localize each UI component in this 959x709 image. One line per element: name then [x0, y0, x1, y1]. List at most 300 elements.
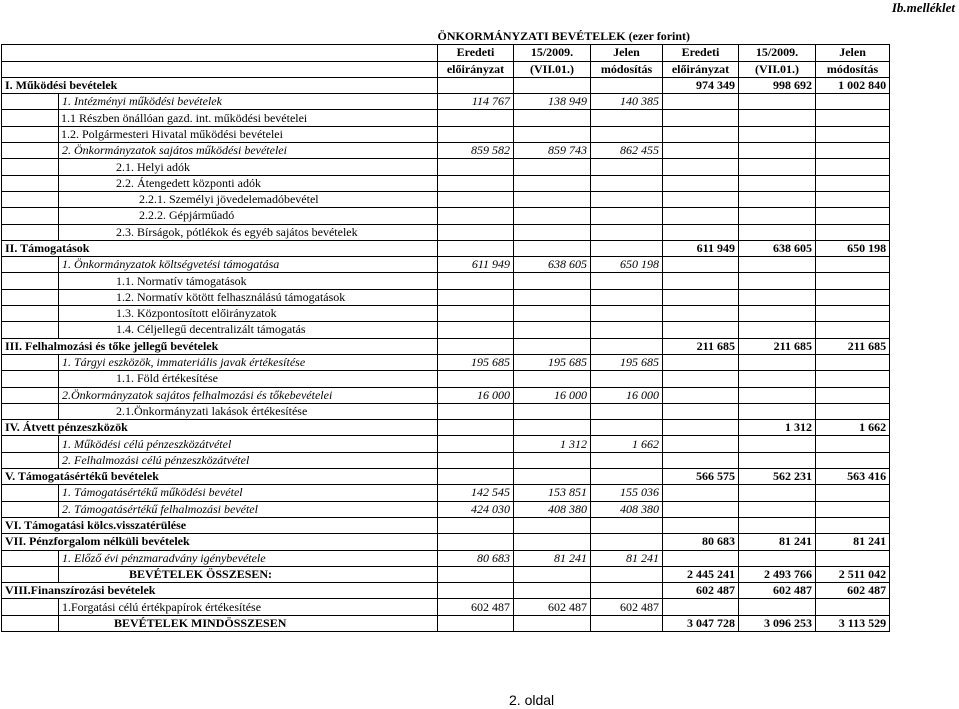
- value-cell: [591, 191, 663, 207]
- row-label: 1.1 Részben önállóan gazd. int. működési bevételei: [59, 110, 438, 126]
- value-cell: [514, 583, 591, 599]
- indent-cell: [2, 615, 59, 631]
- table-row: [2, 566, 890, 582]
- indent-cell: [2, 175, 59, 191]
- value-cell: [514, 240, 591, 256]
- table-row: [2, 371, 890, 387]
- value-cell: 195 685: [514, 354, 591, 370]
- indent-cell: [2, 257, 59, 273]
- indent-cell: [2, 159, 59, 175]
- value-cell: [663, 403, 739, 419]
- table-row: [2, 143, 890, 159]
- value-cell: 602 487: [514, 599, 591, 615]
- header-col-6: Jelen: [816, 45, 890, 61]
- header-row-2: [2, 61, 890, 77]
- indent-cell: [2, 289, 59, 305]
- value-cell: [591, 77, 663, 93]
- value-cell: [591, 240, 663, 256]
- value-cell: [591, 175, 663, 191]
- row-label: IV. Átvett pénzeszközök: [2, 420, 438, 436]
- value-cell: [663, 436, 739, 452]
- table-row: [2, 175, 890, 191]
- value-cell: [663, 175, 739, 191]
- value-cell: [663, 485, 739, 501]
- indent-cell: [2, 273, 59, 289]
- indent-cell: [2, 94, 59, 110]
- table-row: [2, 387, 890, 403]
- table-row: [2, 110, 890, 126]
- value-cell: [663, 224, 739, 240]
- value-cell: [816, 159, 890, 175]
- value-cell: [591, 159, 663, 175]
- header-col-5-line2: (VII.01.): [739, 61, 816, 77]
- table-row: [2, 240, 890, 256]
- value-cell: [816, 354, 890, 370]
- value-cell: [591, 420, 663, 436]
- value-cell: [514, 191, 591, 207]
- value-cell: 81 241: [514, 550, 591, 566]
- row-label: 1. Tárgyi eszközök, immateriális javak értékesítése: [59, 354, 438, 370]
- header-col-3-line2: módosítás: [591, 61, 663, 77]
- value-cell: [438, 273, 514, 289]
- value-cell: [514, 615, 591, 631]
- row-label: I. Működési bevételek: [2, 77, 438, 93]
- value-cell: 611 949: [438, 257, 514, 273]
- value-cell: [739, 501, 816, 517]
- value-cell: [663, 126, 739, 142]
- table-row: [2, 191, 890, 207]
- table-row: [2, 615, 890, 631]
- value-cell: [438, 110, 514, 126]
- value-cell: 650 198: [591, 257, 663, 273]
- header-col-1: Eredeti: [438, 45, 514, 61]
- indent-cell: [2, 354, 59, 370]
- value-cell: 211 685: [816, 338, 890, 354]
- value-cell: [739, 322, 816, 338]
- indent-cell: [2, 126, 59, 142]
- header-col-1-line2: előirányzat: [438, 61, 514, 77]
- table-row: [2, 469, 890, 485]
- row-label: 2. Önkormányzatok sajátos működési bevételei: [59, 143, 438, 159]
- value-cell: [438, 191, 514, 207]
- row-label: III. Felhalmozási és tőke jellegű bevételek: [2, 338, 438, 354]
- value-cell: [438, 240, 514, 256]
- table-row: [2, 403, 890, 419]
- value-cell: [438, 371, 514, 387]
- indent-cell: [2, 322, 59, 338]
- row-label: BEVÉTELEK MINDÖSSZESEN: [59, 615, 438, 631]
- value-cell: [816, 436, 890, 452]
- row-label: 2.2.1. Személyi jövedelemadóbevétel: [59, 191, 438, 207]
- value-cell: 638 605: [514, 257, 591, 273]
- value-cell: [591, 338, 663, 354]
- value-cell: [739, 289, 816, 305]
- value-cell: 195 685: [438, 354, 514, 370]
- value-cell: [663, 322, 739, 338]
- row-label: 1.4. Céljellegű decentralizált támogatás: [59, 322, 438, 338]
- value-cell: 195 685: [591, 354, 663, 370]
- value-cell: [591, 208, 663, 224]
- value-cell: [514, 452, 591, 468]
- value-cell: [663, 517, 739, 533]
- value-cell: [739, 403, 816, 419]
- value-cell: 155 036: [591, 485, 663, 501]
- value-cell: 81 241: [816, 534, 890, 550]
- value-cell: [663, 452, 739, 468]
- value-cell: [591, 371, 663, 387]
- value-cell: [739, 191, 816, 207]
- value-cell: [739, 143, 816, 159]
- value-cell: [438, 77, 514, 93]
- value-cell: [739, 485, 816, 501]
- revenue-table: [1, 29, 890, 632]
- value-cell: [739, 257, 816, 273]
- value-cell: [514, 517, 591, 533]
- value-cell: 611 949: [663, 240, 739, 256]
- value-cell: 80 683: [663, 534, 739, 550]
- value-cell: 602 487: [816, 583, 890, 599]
- row-label: V. Támogatásértékű bevételek: [2, 469, 438, 485]
- value-cell: 138 949: [514, 94, 591, 110]
- value-cell: 80 683: [438, 550, 514, 566]
- value-cell: [739, 550, 816, 566]
- value-cell: [591, 126, 663, 142]
- value-cell: 998 692: [739, 77, 816, 93]
- value-cell: [514, 403, 591, 419]
- value-cell: [514, 371, 591, 387]
- value-cell: [816, 485, 890, 501]
- value-cell: [816, 517, 890, 533]
- value-cell: [591, 517, 663, 533]
- value-cell: [514, 273, 591, 289]
- table-row: [2, 534, 890, 550]
- value-cell: [816, 599, 890, 615]
- table-row: [2, 289, 890, 305]
- value-cell: [816, 224, 890, 240]
- value-cell: [816, 306, 890, 322]
- indent-cell: [2, 452, 59, 468]
- value-cell: [663, 387, 739, 403]
- row-label: VI. Támogatási kölcs.visszatérülése: [2, 517, 438, 533]
- row-label: 2.2.2. Gépjárműadó: [59, 208, 438, 224]
- value-cell: 3 047 728: [663, 615, 739, 631]
- indent-cell: [2, 436, 59, 452]
- indent-cell: [2, 208, 59, 224]
- table-row: [2, 420, 890, 436]
- row-label: 2. Felhalmozási célú pénzeszközátvétel: [59, 452, 438, 468]
- value-cell: [438, 615, 514, 631]
- table-row: [2, 354, 890, 370]
- value-cell: [514, 208, 591, 224]
- row-label: 2.1. Helyi adók: [59, 159, 438, 175]
- value-cell: [816, 289, 890, 305]
- value-cell: [438, 175, 514, 191]
- table-row: [2, 322, 890, 338]
- value-cell: [591, 322, 663, 338]
- value-cell: [438, 534, 514, 550]
- value-cell: [591, 110, 663, 126]
- value-cell: 974 349: [663, 77, 739, 93]
- value-cell: [816, 273, 890, 289]
- value-cell: [438, 583, 514, 599]
- value-cell: [663, 599, 739, 615]
- value-cell: 1 312: [514, 436, 591, 452]
- indent-cell: [2, 550, 59, 566]
- value-cell: [739, 306, 816, 322]
- value-cell: [591, 306, 663, 322]
- value-cell: [816, 257, 890, 273]
- indent-cell: [2, 599, 59, 615]
- value-cell: [816, 191, 890, 207]
- header-col-4: Eredeti: [663, 45, 739, 61]
- value-cell: [739, 517, 816, 533]
- table-row: [2, 485, 890, 501]
- value-cell: 3 113 529: [816, 615, 890, 631]
- table-row: [2, 338, 890, 354]
- value-cell: [514, 77, 591, 93]
- header-col-2: 15/2009.: [514, 45, 591, 61]
- table-row: [2, 501, 890, 517]
- indent-cell: [2, 306, 59, 322]
- value-cell: 153 851: [514, 485, 591, 501]
- table-row: [2, 159, 890, 175]
- table-row: [2, 257, 890, 273]
- value-cell: [438, 420, 514, 436]
- value-cell: [591, 534, 663, 550]
- value-cell: [514, 469, 591, 485]
- value-cell: [663, 191, 739, 207]
- value-cell: [438, 566, 514, 582]
- value-cell: 211 685: [739, 338, 816, 354]
- indent-cell: [2, 371, 59, 387]
- value-cell: [514, 420, 591, 436]
- value-cell: 114 767: [438, 94, 514, 110]
- value-cell: [591, 452, 663, 468]
- table-row: [2, 436, 890, 452]
- value-cell: [663, 550, 739, 566]
- value-cell: [591, 224, 663, 240]
- value-cell: 16 000: [514, 387, 591, 403]
- row-label: 1. Előző évi pénzmaradvány igénybevétele: [59, 550, 438, 566]
- indent-cell: [2, 566, 59, 582]
- value-cell: [816, 452, 890, 468]
- table-row: [2, 94, 890, 110]
- value-cell: [739, 94, 816, 110]
- value-cell: [663, 257, 739, 273]
- value-cell: [663, 289, 739, 305]
- value-cell: [739, 126, 816, 142]
- value-cell: [591, 583, 663, 599]
- header-col-3: Jelen: [591, 45, 663, 61]
- value-cell: 1 662: [816, 420, 890, 436]
- value-cell: [438, 322, 514, 338]
- value-cell: [438, 403, 514, 419]
- value-cell: 2 511 042: [816, 566, 890, 582]
- row-label: BEVÉTELEK ÖSSZESEN:: [59, 566, 438, 582]
- value-cell: 81 241: [591, 550, 663, 566]
- value-cell: [438, 469, 514, 485]
- value-cell: 862 455: [591, 143, 663, 159]
- table-row: [2, 208, 890, 224]
- value-cell: 211 685: [663, 338, 739, 354]
- value-cell: [438, 338, 514, 354]
- value-cell: 638 605: [739, 240, 816, 256]
- indent-cell: [2, 143, 59, 159]
- value-cell: [739, 354, 816, 370]
- header-col-5: 15/2009.: [739, 45, 816, 61]
- table-row: [2, 599, 890, 615]
- value-cell: [438, 289, 514, 305]
- value-cell: [663, 159, 739, 175]
- row-label: VIII.Finanszírozási bevételek: [2, 583, 438, 599]
- value-cell: [438, 517, 514, 533]
- value-cell: [663, 273, 739, 289]
- value-cell: [438, 126, 514, 142]
- title-row: [2, 29, 890, 45]
- indent-cell: [2, 501, 59, 517]
- table-row: [2, 126, 890, 142]
- value-cell: 602 487: [438, 599, 514, 615]
- table-row: [2, 583, 890, 599]
- value-cell: [816, 126, 890, 142]
- annex-label: Ib.melléklet: [891, 0, 955, 15]
- value-cell: [739, 159, 816, 175]
- value-cell: [514, 110, 591, 126]
- row-label: 1. Működési célú pénzeszközátvétel: [59, 436, 438, 452]
- value-cell: 408 380: [514, 501, 591, 517]
- value-cell: 1 312: [739, 420, 816, 436]
- value-cell: [438, 452, 514, 468]
- value-cell: 602 487: [739, 583, 816, 599]
- value-cell: [816, 501, 890, 517]
- value-cell: [739, 175, 816, 191]
- value-cell: [739, 599, 816, 615]
- header-col-2-line2: (VII.01.): [514, 61, 591, 77]
- value-cell: [514, 338, 591, 354]
- value-cell: 424 030: [438, 501, 514, 517]
- row-label: 1.1. Föld értékesítése: [59, 371, 438, 387]
- header-row: [2, 45, 890, 61]
- value-cell: [663, 110, 739, 126]
- value-cell: [739, 224, 816, 240]
- row-label: 1.2. Normatív kötött felhasználású támogatások: [59, 289, 438, 305]
- value-cell: 16 000: [438, 387, 514, 403]
- value-cell: 142 545: [438, 485, 514, 501]
- value-cell: [438, 159, 514, 175]
- value-cell: 602 487: [591, 599, 663, 615]
- value-cell: [514, 289, 591, 305]
- value-cell: [816, 550, 890, 566]
- table-row: [2, 452, 890, 468]
- value-cell: [438, 224, 514, 240]
- row-label: 1.Forgatási célú értékpapírok értékesítése: [59, 599, 438, 615]
- value-cell: [514, 306, 591, 322]
- value-cell: [591, 289, 663, 305]
- value-cell: [663, 371, 739, 387]
- value-cell: [663, 354, 739, 370]
- indent-cell: [2, 485, 59, 501]
- table-row: [2, 273, 890, 289]
- value-cell: 3 096 253: [739, 615, 816, 631]
- table-row: [2, 306, 890, 322]
- value-cell: [591, 403, 663, 419]
- table-row: [2, 517, 890, 533]
- value-cell: 81 241: [739, 534, 816, 550]
- row-label: 1.1. Normatív támogatások: [59, 273, 438, 289]
- value-cell: 859 582: [438, 143, 514, 159]
- value-cell: [591, 469, 663, 485]
- row-label: 1.3. Központosított előirányzatok: [59, 306, 438, 322]
- value-cell: [663, 143, 739, 159]
- value-cell: [739, 452, 816, 468]
- value-cell: [663, 94, 739, 110]
- value-cell: 602 487: [663, 583, 739, 599]
- indent-cell: [2, 110, 59, 126]
- value-cell: [514, 534, 591, 550]
- value-cell: [514, 224, 591, 240]
- value-cell: 566 575: [663, 469, 739, 485]
- value-cell: 408 380: [591, 501, 663, 517]
- table-row: [2, 77, 890, 93]
- row-label: 2.1.Önkormányzati lakások értékesítése: [59, 403, 438, 419]
- value-cell: [816, 94, 890, 110]
- row-label: 1. Támogatásértékű működési bevétel: [59, 485, 438, 501]
- table-row: [2, 550, 890, 566]
- value-cell: [591, 273, 663, 289]
- indent-cell: [2, 387, 59, 403]
- value-cell: [816, 403, 890, 419]
- value-cell: 140 385: [591, 94, 663, 110]
- value-cell: [663, 208, 739, 224]
- row-label: 2.3. Bírságok, pótlékok és egyéb sajátos bevételek: [59, 224, 438, 240]
- value-cell: [739, 273, 816, 289]
- indent-cell: [2, 224, 59, 240]
- page-number: 2. oldal: [509, 692, 555, 708]
- value-cell: [816, 208, 890, 224]
- row-label: 1.2. Polgármesteri Hivatal működési bevételei: [59, 126, 438, 142]
- row-label: 2.2. Átengedett központi adók: [59, 175, 438, 191]
- value-cell: [816, 110, 890, 126]
- row-label: VII. Pénzforgalom nélküli bevételek: [2, 534, 438, 550]
- value-cell: [514, 175, 591, 191]
- value-cell: [816, 322, 890, 338]
- header-col-6-line2: módosítás: [816, 61, 890, 77]
- value-cell: [816, 371, 890, 387]
- header-col-4-line2: előirányzat: [663, 61, 739, 77]
- table-row: [2, 224, 890, 240]
- value-cell: [816, 387, 890, 403]
- value-cell: 1 662: [591, 436, 663, 452]
- value-cell: [739, 387, 816, 403]
- value-cell: 650 198: [816, 240, 890, 256]
- indent-cell: [2, 191, 59, 207]
- value-cell: [438, 436, 514, 452]
- value-cell: 859 743: [514, 143, 591, 159]
- value-cell: [591, 615, 663, 631]
- value-cell: 2 493 766: [739, 566, 816, 582]
- value-cell: [739, 371, 816, 387]
- value-cell: [514, 322, 591, 338]
- row-label: II. Támogatások: [2, 240, 438, 256]
- value-cell: [514, 159, 591, 175]
- value-cell: 562 231: [739, 469, 816, 485]
- value-cell: [514, 566, 591, 582]
- value-cell: [591, 566, 663, 582]
- value-cell: [739, 208, 816, 224]
- value-cell: [438, 306, 514, 322]
- value-cell: 563 416: [816, 469, 890, 485]
- value-cell: 2 445 241: [663, 566, 739, 582]
